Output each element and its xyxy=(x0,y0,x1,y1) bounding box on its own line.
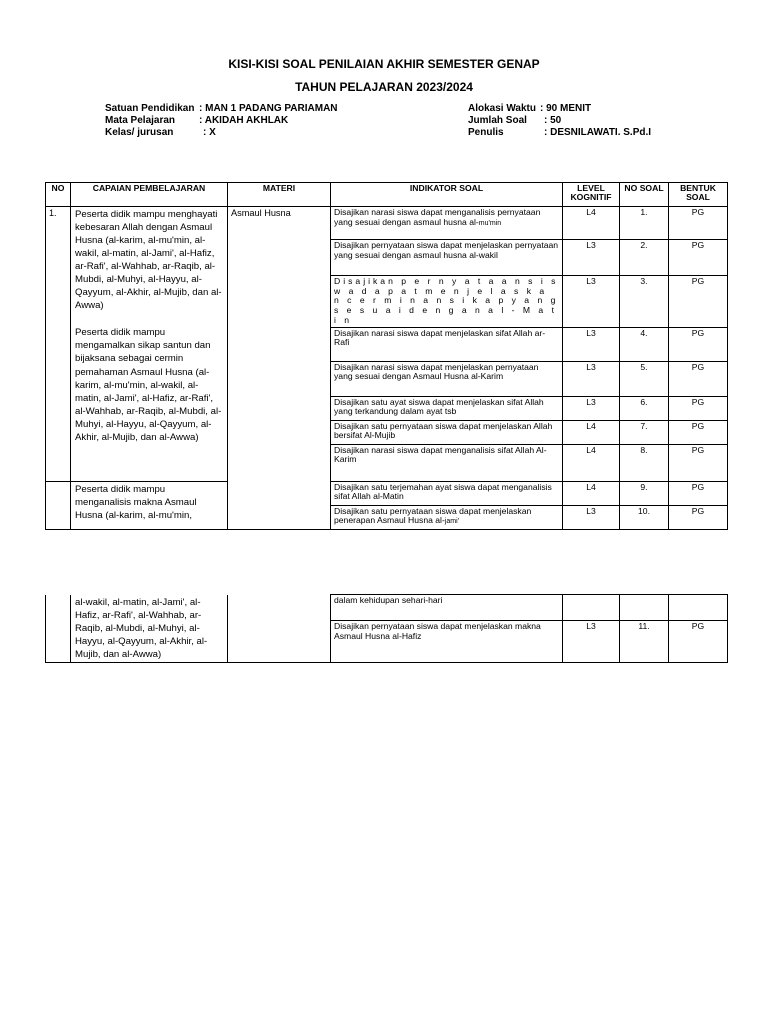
capaian-cell xyxy=(71,207,228,482)
level-9: L4 xyxy=(563,481,620,505)
row-number-empty xyxy=(46,481,71,529)
no-soal-10: 10. xyxy=(620,505,669,529)
capaian-2: Peserta didik mampu mengamalkan sikap santun dan bijaksana sebagai cermin pemahaman Asmaul Husna (al-karim, al-mu'min, al-wakil, al-matin, al-Jami', al-Hafiz, ar-Rafi', al-Wahhab, ar-Raqib, al-Mubdi, al-Muhyi, al-Hayyu, al-Qayyum, al-Akhir, al-Mujib, dan al-Awwa) xyxy=(75,327,222,443)
level-4: L3 xyxy=(563,327,620,361)
level-10: L3 xyxy=(563,505,620,529)
no-soal-11: 11. xyxy=(620,621,669,663)
indikator-4: Disajikan narasi siswa dapat menjelaskan sifat Allah ar-Rafi xyxy=(331,327,563,361)
level-1: L4 xyxy=(563,207,620,240)
table-row xyxy=(46,207,728,240)
header-no: NO xyxy=(46,183,71,207)
row-number: 1. xyxy=(46,207,71,482)
alokasi-label: Alokasi Waktu xyxy=(468,103,536,114)
no-soal-8: 8. xyxy=(620,444,669,481)
no-soal-5: 5. xyxy=(620,361,669,396)
indikator-6: Disajikan satu ayat siswa dapat menjelaskan sifat Allah yang terkandung dalam ayat tsb xyxy=(331,396,563,420)
no-soal-7: 7. xyxy=(620,420,669,444)
penulis-value: : DESNILAWATI. S.Pd.I xyxy=(544,127,652,138)
indikator-8: Disajikan narasi siswa dapat menganalisis sifat Allah Al-Karim xyxy=(331,444,563,481)
bentuk-9: PG xyxy=(669,481,728,505)
bentuk-11: PG xyxy=(669,621,728,663)
row-number-empty xyxy=(46,595,71,663)
mapel-value: : AKIDAH AKHLAK xyxy=(199,115,289,126)
table-row xyxy=(46,595,728,621)
materi-cell: Asmaul Husna xyxy=(228,207,331,530)
bentuk-3: PG xyxy=(669,276,728,328)
no-soal-2: 2. xyxy=(620,240,669,276)
jumlah-value: : 50 xyxy=(544,115,562,126)
level-6: L3 xyxy=(563,396,620,420)
table-header-row xyxy=(46,183,728,207)
materi-empty xyxy=(228,595,331,663)
no-soal-empty xyxy=(620,595,669,621)
satuan-label: Satuan Pendidikan xyxy=(105,103,195,114)
penulis-label: Penulis xyxy=(468,127,504,138)
indikator-10: Disajikan satu pernyataan siswa dapat menjelaskan penerapan Asmaul Husna al-jami' xyxy=(331,505,563,529)
capaian-continued: al-wakil, al-matin, al-Jami', al-Hafiz, ar-Rafi', al-Wahhab, ar-Raqib, al-Mubdi, al-Muhyi, al-Hayyu, al-Qayyum, al-Akhir, al-Mujib, dan al-Awwa) xyxy=(71,595,228,663)
bentuk-4: PG xyxy=(669,327,728,361)
indikator-1: Disajikan narasi siswa dapat menganalisis pernyataan yang sesuai dengan asmaul husna al-mu'min xyxy=(331,207,563,240)
document-subtitle: TAHUN PELAJARAN 2023/2024 xyxy=(295,80,473,94)
header-level: LEVEL KOGNITIF xyxy=(563,183,620,207)
no-soal-4: 4. xyxy=(620,327,669,361)
no-soal-1: 1. xyxy=(620,207,669,240)
jumlah-label: Jumlah Soal xyxy=(468,115,527,126)
bentuk-8: PG xyxy=(669,444,728,481)
level-5: L3 xyxy=(563,361,620,396)
indikator-3: Disajikan p e r n y a t a a n s i s w a d a p a t m e n j e l a s k a n c e r m i n a n s i k a p y a n g s e s u a i d e n g a n a l - M a t i n xyxy=(331,276,563,328)
satuan-value: : MAN 1 PADANG PARIAMAN xyxy=(199,103,338,114)
document-title: KISI-KISI SOAL PENILAIAN AKHIR SEMESTER GENAP xyxy=(228,57,540,71)
bentuk-7: PG xyxy=(669,420,728,444)
header-materi: MATERI xyxy=(228,183,331,207)
header-capaian: CAPAIAN PEMBELAJARAN xyxy=(71,183,228,207)
indikator-11: Disajikan pernyataan siswa dapat menjelaskan makna Asmaul Husna al-Hafiz xyxy=(331,621,563,663)
no-soal-9: 9. xyxy=(620,481,669,505)
level-8: L4 xyxy=(563,444,620,481)
indikator-2: Disajikan pernyataan siswa dapat menjelaskan pernyataan yang sesuai dengan asmaul husna al-wakil xyxy=(331,240,563,276)
level-7: L4 xyxy=(563,420,620,444)
capaian-3: Peserta didik mampu menganalisis makna Asmaul Husna (al-karim, al-mu'min, xyxy=(71,481,228,529)
table-row xyxy=(46,481,728,505)
indikator-7: Disajikan satu pernyataan siswa dapat menjelaskan Allah bersifat Al-Mujib xyxy=(331,420,563,444)
no-soal-3: 3. xyxy=(620,276,669,328)
bentuk-6: PG xyxy=(669,396,728,420)
mapel-label: Mata Pelajaran xyxy=(105,115,176,126)
bentuk-5: PG xyxy=(669,361,728,396)
kelas-label: Kelas/ jurusan xyxy=(105,127,174,138)
kelas-value: : X xyxy=(203,127,216,138)
kisi-table xyxy=(45,182,728,530)
bentuk-2: PG xyxy=(669,240,728,276)
level-3: L3 xyxy=(563,276,620,328)
level-11: L3 xyxy=(563,621,620,663)
capaian-1: Peserta didik mampu menghayati kebesaran Allah dengan Asmaul Husna (al-karim, al-mu'min, al-wakil, al-matin, al-Jami', al-Hafiz, ar-Rafi', al-Wahhab, ar-Raqib, al-Mubdi, al-Muhyi, al-Hayyu, al-Qayyum, al-Akhir, al-Mujib, dan al-Awwa) xyxy=(75,209,222,312)
bentuk-10: PG xyxy=(669,505,728,529)
alokasi-value: : 90 MENIT xyxy=(540,103,592,114)
no-soal-6: 6. xyxy=(620,396,669,420)
level-2: L3 xyxy=(563,240,620,276)
header-indikator: INDIKATOR SOAL xyxy=(331,183,563,207)
level-empty xyxy=(563,595,620,621)
indikator-continued: dalam kehidupan sehari-hari xyxy=(331,595,563,621)
indikator-5: Disajikan narasi siswa dapat menjelaskan pernyataan yang sesuai dengan Asmaul Husna al-Karim xyxy=(331,361,563,396)
bentuk-1: PG xyxy=(669,207,728,240)
header-no-soal: NO SOAL xyxy=(620,183,669,207)
indikator-9: Disajikan satu terjemahan ayat siswa dapat menganalisis sifat Allah al-Matin xyxy=(331,481,563,505)
header-bentuk: BENTUK SOAL xyxy=(669,183,728,207)
kisi-table-continued xyxy=(45,594,728,663)
bentuk-empty xyxy=(669,595,728,621)
